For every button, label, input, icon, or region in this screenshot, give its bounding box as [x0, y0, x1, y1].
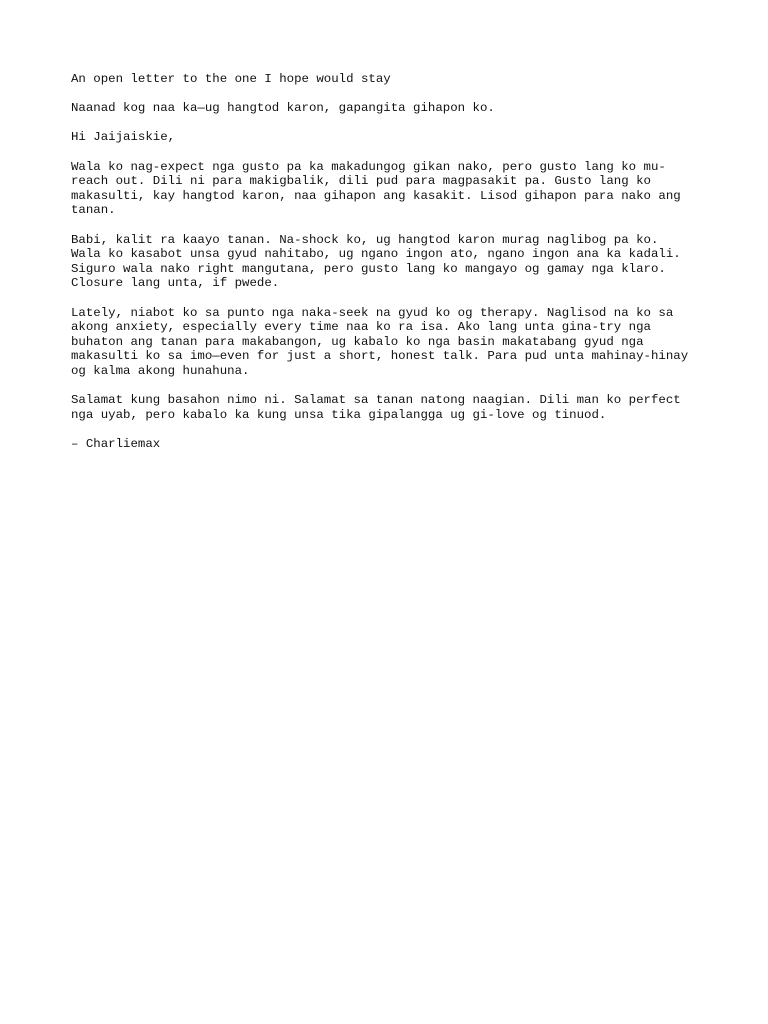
paragraph-line: akong anxiety, especially every time naa ko ra isa. Ako lang unta gina-try nga [71, 320, 651, 335]
letter-subtitle: Naanad kog naa ka—ug hangtod karon, gapangita gihapon ko. [71, 101, 495, 116]
paragraph-4 [71, 393, 701, 422]
letter-signature: – Charliemax [71, 436, 161, 451]
letter-page [71, 72, 701, 466]
paragraph-line: reach out. Dili ni para makigbalik, dili pud para magpasakit pa. Gusto lang ko [71, 174, 651, 189]
paragraph-line: Salamat kung basahon nimo ni. Salamat sa tanan natong naagian. Dili man ko perfect [71, 393, 681, 408]
paragraph-line: Babi, kalit ra kaayo tanan. Na-shock ko, ug hangtod karon murag naglibog pa ko. [71, 232, 659, 247]
paragraph-line: Lately, niabot ko sa punto nga naka-seek na gyud ko og therapy. Naglisod na ko sa [71, 305, 674, 320]
paragraph-line: makasulti, kay hangtod karon, naa gihapon ang kasakit. Lisod gihapon para nako ang [71, 188, 681, 203]
letter-greeting: Hi Jaijaiskie, [71, 130, 176, 145]
paragraph-line: Wala ko kasabot unsa gyud nahitabo, ug ngano ingon ato, ngano ingon ana ka kadali. [71, 247, 681, 262]
paragraph-line: tanan. [71, 203, 116, 218]
paragraph-line: Closure lang unta, if pwede. [71, 276, 280, 291]
letter-title: An open letter to the one I hope would stay [71, 72, 391, 86]
paragraph-line: buhaton ang tanan para makabangon, ug kabalo ko nga basin makatabang gyud nga [71, 334, 644, 349]
paragraph-line: Wala ko nag-expect nga gusto pa ka makadungog gikan nako, pero gusto lang ko mu- [71, 159, 666, 174]
paragraph-1 [71, 160, 701, 218]
paragraph-line: nga uyab, pero kabalo ka kung unsa tika gipalangga ug gi-love og tinuod. [71, 407, 607, 422]
paragraph-line: og kalma akong hunahuna. [71, 363, 250, 378]
paragraph-line: Siguro wala nako right mangutana, pero gusto lang ko mangayo og gamay nga klaro. [71, 261, 666, 276]
paragraph-line: makasulti ko sa imo—even for just a short, honest talk. Para pud unta mahinay-hinay [71, 349, 689, 364]
paragraph-2 [71, 233, 701, 291]
paragraph-3 [71, 306, 701, 379]
